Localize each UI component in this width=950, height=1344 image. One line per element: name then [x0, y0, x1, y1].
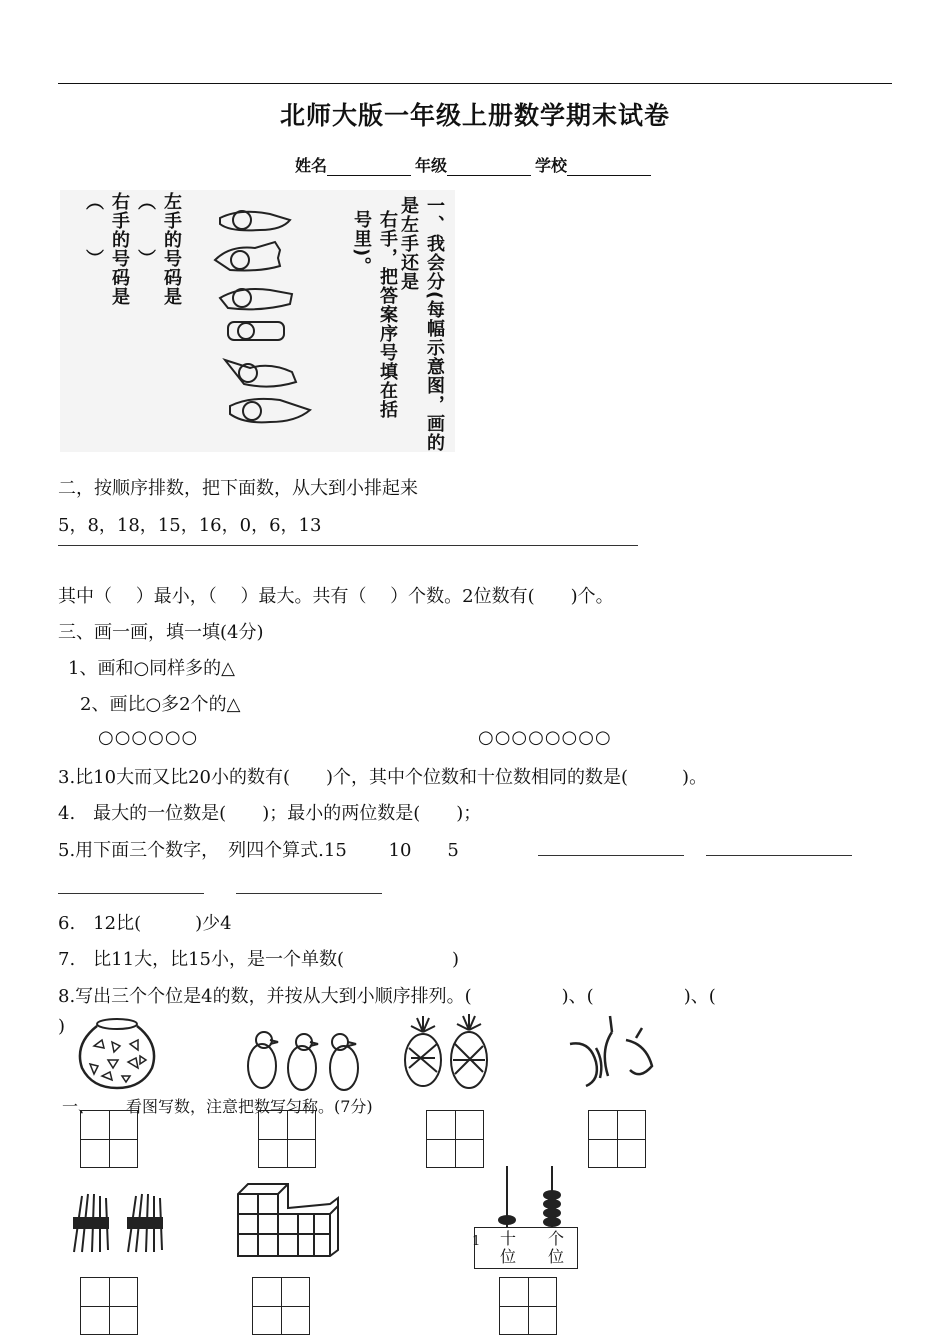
stick-bundles-drawing — [70, 1190, 175, 1256]
cubes-drawing — [234, 1180, 344, 1260]
top-rule — [58, 83, 892, 84]
section4-heading: 看图写数，注意把数写匀称。(7分) — [126, 1097, 373, 1116]
hand-icon-2 — [215, 242, 280, 271]
hand-drawings — [200, 200, 320, 440]
answer-box-pineapples[interactable] — [426, 1110, 484, 1168]
answer-box-fishbowl[interactable] — [80, 1110, 138, 1168]
question-7: 7. 比11大，比15小，是一个单数( ) — [58, 949, 460, 970]
section3-item2: 2、画比○多2个的△ — [80, 694, 241, 715]
right-hand-answer-label: 右手的号码是（ ） — [83, 192, 130, 306]
school-label: 学校 — [535, 156, 568, 175]
school-blank[interactable] — [567, 159, 651, 176]
question-5: 5.用下面三个数字， 列四个算式.15 10 5 — [58, 840, 459, 861]
abacus-ones-label: 个 位 — [547, 1229, 564, 1266]
pineapples-drawing — [395, 1012, 505, 1092]
question-8-end: ) — [58, 1016, 66, 1037]
circles-left: ○○○○○○ — [98, 727, 199, 748]
section2-question: 其中（ ）最小，（ ）最大。共有（ ）个数。2位数有( )个。 — [58, 586, 614, 607]
abacus-drawing — [490, 1160, 580, 1230]
hand-icon-5 — [225, 360, 296, 387]
section3-heading: 三、画一画，填一填(4分) — [58, 622, 264, 643]
q5-blank-3[interactable] — [58, 875, 204, 894]
hand-icon-3 — [220, 289, 292, 309]
question-8: 8.写出三个个位是4的数，并按从大到小顺序排列。( )、( )、( — [58, 986, 716, 1007]
question-3: 3.比10大而又比20小的数有( )个，其中个位数和十位数相同的数是( )。 — [58, 767, 708, 788]
hand-icon-4 — [228, 322, 284, 340]
peppers-drawing — [560, 1010, 660, 1090]
question1-text-col2: 右手，把答案序号填在括号里)。 — [351, 210, 398, 419]
section3-item1: 1、画和○同样多的△ — [68, 658, 236, 679]
penguins-drawing — [240, 1024, 370, 1094]
circles-right: ○○○○○○○○ — [478, 727, 612, 748]
q5-blank-2[interactable] — [706, 837, 852, 856]
hand-icon-1 — [220, 211, 290, 230]
hand-icon-6 — [230, 399, 310, 422]
abacus-mark: 1 — [472, 1234, 481, 1249]
left-hand-answer-label: 左手的号码是（ ） — [135, 192, 182, 306]
answer-box-abacus[interactable] — [499, 1277, 557, 1335]
q5-blank-4[interactable] — [236, 875, 382, 894]
answer-box-penguins[interactable] — [258, 1110, 316, 1168]
grade-label: 年级 — [414, 156, 447, 175]
section4-heading-num: 一、 — [62, 1097, 95, 1116]
number-list: 5，8，18，15，16，0，6，13 — [58, 515, 322, 536]
page-title: 北师大版一年级上册数学期末试卷 — [279, 101, 670, 130]
q5-blank-1[interactable] — [538, 837, 684, 856]
answer-line[interactable] — [58, 545, 638, 546]
answer-box-peppers[interactable] — [588, 1110, 646, 1168]
question-4: 4. 最大的一位数是( )；最小的两位数是( )； — [58, 803, 482, 824]
answer-box-sticks[interactable] — [80, 1277, 138, 1335]
question1-text-col1: 一、我会分(每幅示意图，画的是左手还是 — [398, 196, 445, 453]
fishbowl-drawing — [72, 1016, 162, 1090]
name-blank[interactable] — [327, 159, 411, 176]
grade-blank[interactable] — [447, 159, 531, 176]
name-label: 姓名 — [294, 156, 327, 175]
student-info-line — [0, 153, 950, 176]
answer-box-cubes[interactable] — [252, 1277, 310, 1335]
section2-heading: 二，按顺序排数，把下面数，从大到小排起来 — [58, 478, 418, 499]
abacus-tens-label: 十 位 — [499, 1229, 516, 1266]
question-6: 6. 12比( )少4 — [58, 913, 232, 934]
